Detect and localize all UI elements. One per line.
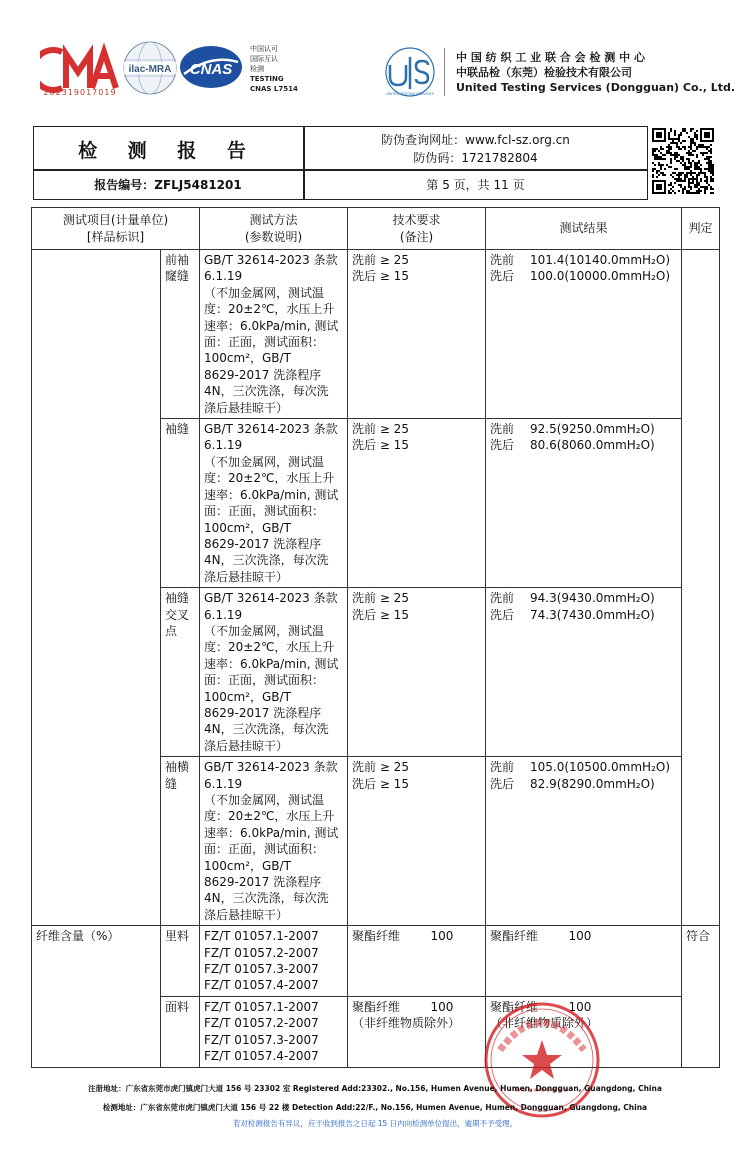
ilac-logo-text: ilac-MRA — [128, 64, 172, 75]
result-after-wash: 74.3(7430.0mmH₂O) — [530, 607, 655, 622]
test-method: GB/T 32614-2023 条款 6.1.19 （不加金属网，测试温 度：20±2℃，水压上升 速率：6.0kPa/min, 测试 面：正面，测试面积： 100cm²，GB/T 8629-2017 洗涤程序 4N，三次洗涤，每次洗 涤后悬挂晾干） — [200, 588, 348, 757]
requirement-before-wash: 洗前 ≥ 25 — [352, 422, 409, 437]
fiber-requirement: 聚酯纤维 100 — [352, 999, 454, 1014]
result-before-wash: 94.3(9430.0mmH₂O) — [530, 591, 655, 606]
requirement-after-wash: 洗后 ≥ 15 — [352, 438, 409, 453]
cnas-logo-text: CNAS — [189, 61, 233, 78]
result — [486, 926, 682, 997]
result-before-wash: 92.5(9250.0mmH₂O) — [530, 422, 655, 437]
requirement-after-wash: 洗后 ≥ 15 — [352, 776, 409, 791]
fiber-result: 聚酯纤维 100 — [490, 999, 592, 1014]
requirement-before-wash: 洗前 ≥ 25 — [352, 760, 409, 775]
test-method: GB/T 32614-2023 条款 6.1.19 （不加金属网，测试温 度：20±2℃，水压上升 速率：6.0kPa/min, 测试 面：正面，测试面积： 100cm²，GB/T 8629-2017 洗涤程序 4N，三次洗涤，每次洗 涤后悬挂晾干） — [200, 757, 348, 926]
verify-code: 防伪码：1721782804 — [413, 151, 538, 165]
header-test-item: 测试项目(计量单位) [样品标识] — [32, 208, 200, 250]
fiber-requirement-note: （非纤维物质除外） — [352, 1016, 461, 1031]
test-results-table — [31, 207, 720, 1068]
lab-name-cn-1: 中 国 纺 织 工 业 联 合 会 检 测 中 心 — [456, 51, 645, 64]
result — [486, 419, 682, 588]
table-row — [32, 926, 720, 997]
cnas-caption-line: TESTING — [250, 75, 284, 83]
requirement — [348, 926, 486, 997]
fiber-result-note: （非纤维物质除外） — [490, 1016, 599, 1031]
cnas-caption-line: CNAS L7514 — [250, 85, 298, 93]
table-header-row — [32, 208, 720, 250]
result-after-label: 洗后 — [490, 438, 515, 453]
cnas-caption-line: 国际互认 — [250, 55, 278, 63]
test-method: GB/T 32614-2023 条款 6.1.19 （不加金属网，测试温 度：20±2℃，水压上升 速率：6.0kPa/min, 测试 面：正面，测试面积： 100cm²，GB/T 8629-2017 洗涤程序 4N，三次洗涤，每次洗 涤后悬挂晾干） — [200, 250, 348, 419]
qr-code-icon — [652, 128, 714, 194]
result-before-label: 洗前 — [490, 760, 515, 775]
result-before-label: 洗前 — [490, 422, 515, 437]
result-after-label: 洗后 — [490, 607, 515, 622]
fiber-result: 聚酯纤维 100 — [490, 929, 592, 944]
page-info: 第 5 页，共 11 页 — [426, 178, 525, 192]
requirement — [348, 588, 486, 757]
header-divider — [444, 48, 445, 96]
test-item-fiber: 纤维含量（%） — [32, 926, 161, 1067]
requirement-before-wash: 洗前 ≥ 25 — [352, 253, 409, 267]
cnas-caption-line: 中国认可 — [250, 45, 278, 53]
lab-name-cn-2: 中联品检（东莞）检验技术有限公司 — [456, 66, 632, 79]
requirement-before-wash: 洗前 ≥ 25 — [352, 591, 409, 606]
result-after-wash: 100.0(10000.0mmH₂O) — [530, 269, 670, 284]
requirement-after-wash: 洗后 ≥ 15 — [352, 607, 409, 622]
sample-part: 袖缝 交叉 点 — [161, 588, 200, 757]
test-method: GB/T 32614-2023 条款 6.1.19 （不加金属网，测试温 度：20±2℃，水压上升 速率：6.0kPa/min, 测试 面：正面，测试面积： 100cm²，GB/T 8629-2017 洗涤程序 4N，三次洗涤，每次洗 涤后悬挂晾干） — [200, 419, 348, 588]
sample-part: 袖横 缝 — [161, 757, 200, 926]
judgement-cell — [682, 250, 720, 926]
result-after-label: 洗后 — [490, 269, 515, 284]
sample-part: 袖缝 — [161, 419, 200, 588]
fiber-requirement: 聚酯纤维 100 — [352, 929, 454, 944]
header-result: 测试结果 — [486, 208, 682, 250]
result-after-wash: 82.9(8290.0mmH₂O) — [530, 776, 655, 791]
sample-part: 面料 — [161, 996, 200, 1067]
result — [486, 250, 682, 419]
ilac-mra-logo — [122, 40, 178, 96]
lab-name — [456, 50, 735, 95]
result-before-wash: 101.4(10140.0mmH₂O) — [530, 253, 670, 267]
objection-notice: 若对检测报告有异议，应于收到报告之日起 15 日内向检测单位提出，逾期不予受理。 — [232, 1119, 518, 1128]
result-before-wash: 105.0(10500.0mmH₂O) — [530, 760, 670, 775]
result-after-label: 洗后 — [490, 776, 515, 791]
result-after-wash: 80.6(8060.0mmH₂O) — [530, 438, 655, 453]
uts-logo — [384, 45, 436, 99]
sample-part: 前袖 窿缝 — [161, 250, 200, 419]
result-before-label: 洗前 — [490, 253, 515, 267]
requirement — [348, 250, 486, 419]
result-before-label: 洗前 — [490, 591, 515, 606]
cnas-logo — [178, 44, 244, 90]
header-requirement: 技术要求 (备注) — [348, 208, 486, 250]
uts-ring-text: UNITED TESTING SERVICES — [386, 92, 434, 96]
verify-url: 防伪查询网址：www.fcl-sz.org.cn — [381, 133, 570, 147]
report-title: 检 测 报 告 — [78, 140, 258, 162]
detection-address: 检测地址：广东省东莞市虎门镇虎门大道 156 号 22 楼 Detection Add:22/F., No.156, Humen Avenue, Humen, Dongguan, Guangdong, China — [102, 1103, 648, 1112]
cma-number: 2023190170​19 — [43, 88, 117, 97]
test-item-cell — [32, 250, 161, 926]
judgement-fiber: 符合 — [682, 926, 720, 1067]
requirement — [348, 996, 486, 1067]
requirement-after-wash: 洗后 ≥ 15 — [352, 269, 409, 284]
result — [486, 757, 682, 926]
cnas-caption — [250, 44, 298, 94]
report-number: 报告编号：ZFLJ5481201 — [94, 178, 242, 192]
test-method: FZ/T 01057.1-2007 FZ/T 01057.2-2007 FZ/T 01057.3-2007 FZ/T 01057.4-2007 — [200, 996, 348, 1067]
title-block-divider — [33, 169, 647, 171]
test-method: FZ/T 01057.1-2007 FZ/T 01057.2-2007 FZ/T 01057.3-2007 FZ/T 01057.4-2007 — [200, 926, 348, 997]
sample-part: 里料 — [161, 926, 200, 997]
requirement — [348, 757, 486, 926]
requirement — [348, 419, 486, 588]
header-judgement: 判定 — [682, 208, 720, 250]
table-row — [32, 250, 720, 419]
lab-name-en: United Testing Services (Dongguan) Co., Ltd. — [456, 81, 736, 94]
cnas-caption-line: 检测 — [250, 65, 264, 73]
result — [486, 588, 682, 757]
header-test-method: 测试方法 (参数说明) — [200, 208, 348, 250]
registered-address: 注册地址：广东省东莞市虎门镇虎门大道 156 号 23302 室 Registered Add:23302., No.156, Humen Avenue, Humen, Dongguan, Guangdong, China — [88, 1084, 662, 1093]
